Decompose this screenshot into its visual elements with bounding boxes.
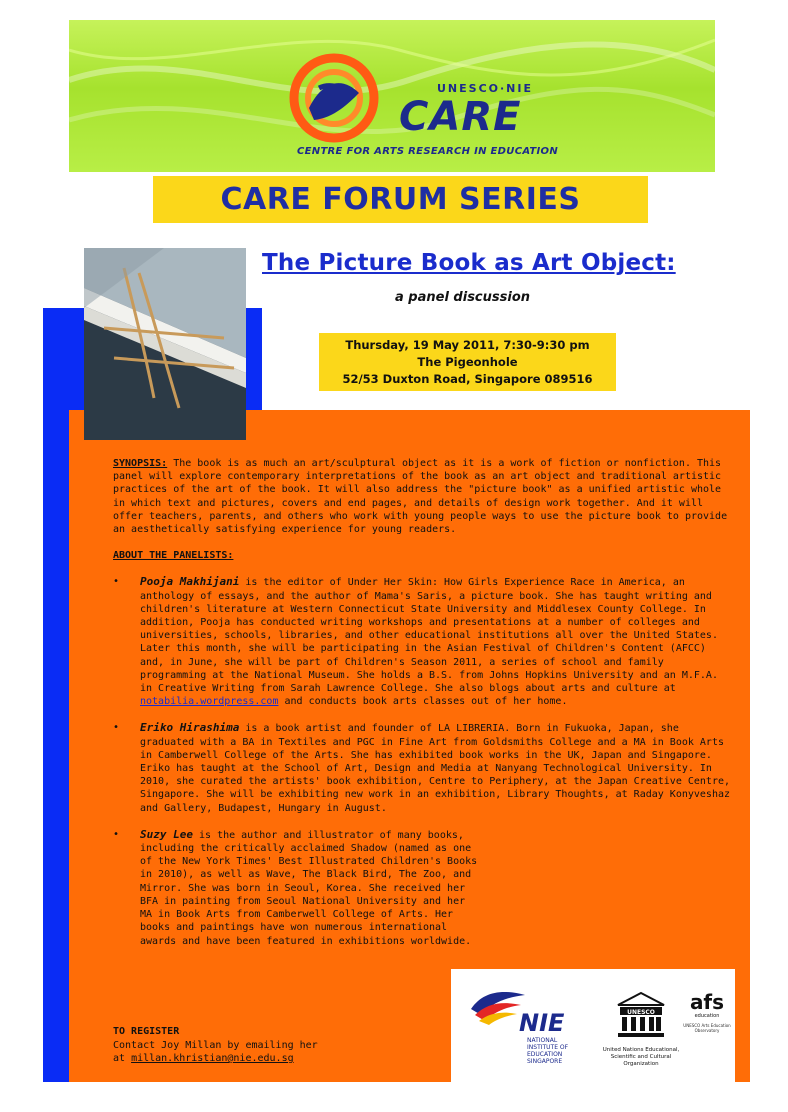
header-banner (69, 20, 715, 172)
event-title: The Picture Book as Art Object: (262, 250, 676, 276)
afs-logo-subtext: education (694, 1013, 720, 1019)
panelist-bio: is the author and illustrator of many books, including the critically acclaimed Shadow (named as one of the New York Times' Best Illustrated Children's Books in 2010), as well as Wave, The Black Bird, The Zoo, and Mirror. She was born in Seoul, Korea. She received her BFA in painting from Seoul National University and her MA in Book Arts from Camberwell College of Arts. Her books and paintings have won numerous international awards and have been featured in exhibitions worldwide. (140, 829, 478, 947)
forum-series-banner (153, 176, 648, 223)
logo-unesco-nie-text: UNESCO·NIE (437, 82, 533, 95)
synopsis-label: SYNOPSIS: (113, 458, 168, 469)
event-details-box (319, 333, 616, 391)
partner-logos (451, 969, 735, 1082)
afs-logo-text: afs (689, 990, 725, 1014)
afs-observatory-text: UNESCO Arts Education Observatory (683, 1023, 731, 1033)
book-binding-photo (84, 248, 246, 440)
panelist-name: Pooja Makhijani (140, 575, 240, 589)
synopsis (113, 457, 735, 536)
logo-subtitle: CENTRE FOR ARTS RESEARCH IN EDUCATION (297, 146, 559, 157)
event-date: Thursday, 19 May 2011, 7:30-9:30 pm (345, 337, 590, 352)
register-email-link[interactable]: millan.khristian@nie.edu.sg (131, 1053, 294, 1064)
register-contact: Contact Joy Millan by emailing her (113, 1039, 318, 1051)
forum-series-title: CARE FORUM SERIES (220, 182, 581, 217)
panelists-heading: ABOUT THE PANELISTS: (113, 550, 234, 562)
unesco-logo (596, 991, 686, 1071)
bullet: • (113, 828, 120, 840)
blog-link[interactable]: notabilia.wordpress.com (140, 696, 279, 708)
panelist-name: Eriko Hirashima (140, 721, 240, 735)
unesco-mark-text: UNESCO (627, 1009, 655, 1016)
panelist-bio: is a book artist and founder of LA LIBRERIA. Born in Fukuoka, Japan, she graduated with a BA in Textiles and PGC in Fine Art from Goldsmiths College and a MA in Book Arts in Camberwell College of the Arts. She has exhibited book works in the UK, Japan and Singapore. Eriko has taught at the School of Art, Design and Media at Nanyang Technological University. In 2010, she curated the artists' book exhibition, Centre to Periphery, at the Japan Creative Centre, Singapore. She will be exhibiting new work in an exhibition, Library Thoughts, at Raday Konyveshaz and Gallery, Budapest, Hungary in August. (140, 723, 731, 814)
register-email-prefix: at (113, 1053, 132, 1064)
event-venue: The Pigeonhole (417, 354, 518, 369)
bullet: • (113, 576, 120, 588)
bullet: • (113, 722, 120, 734)
panelist-bio: is the editor of Under Her Skin: How Girls Experience Race in America, an anthology of essays, and the author of Mama's Saris, a picture book. She has taught writing and children's literature at Western Connecticut State University and Middlesex County College. In addition, Pooja has conducted writing workshops and presentations at a number of colleges and universities, schools, libraries, and other educational institutions all over the United States. Later this month, she will be participating in the Asian Festival of Children's Content (AFCC) and, in June, she will be part of Children's Season 2011, a series of school and family programming at the National Museum. She holds a B.S. from Johns Hopkins University and an M.F.A. in Creative Writing from Sarah Lawrence College. She also blogs about arts and culture at (140, 577, 718, 695)
care-swirl-logo-icon (289, 48, 379, 148)
logo-care-text: CARE (399, 94, 522, 140)
unesco-name: United Nations Educational, Scientific and Cultural Organization (602, 1047, 680, 1067)
nie-logo (469, 987, 574, 1067)
panelist-item (113, 721, 735, 814)
panelist-item (113, 575, 735, 708)
unesco-temple-icon (616, 991, 666, 1039)
panelist-name: Suzy Lee (140, 827, 193, 841)
register-section (113, 1025, 318, 1066)
register-heading: TO REGISTER (113, 1026, 180, 1037)
synopsis-text: The book is as much an art/sculptural object as it is a work of fiction or nonfiction. This panel will explore contemporary interpretations of the book as an art object and traditional artistic practices of the art of the book. It will also address the "picture book" as a unified artistic whole in which text and pictures, covers and end pages, and details of design work together. And it will offer teachers, parents, and others who work with young people ways to use the picture book to provide an aesthetically satisfying experience for young readers. (113, 458, 728, 536)
book-binding-image (84, 248, 246, 440)
afs-logo (683, 991, 731, 1071)
event-subtitle: a panel discussion (395, 290, 531, 305)
nie-logo-text: NIE (519, 1009, 565, 1037)
body-text (113, 457, 735, 948)
register-email-line (113, 1052, 318, 1066)
panelist-bio-end: and conducts book arts classes out of her home. (278, 696, 568, 708)
event-address: 52/53 Duxton Road, Singapore 089516 (342, 371, 593, 386)
panelist-item (113, 828, 480, 948)
nie-logo-subtext: NATIONAL INSTITUTE OF EDUCATION SINGAPORE (527, 1037, 569, 1065)
